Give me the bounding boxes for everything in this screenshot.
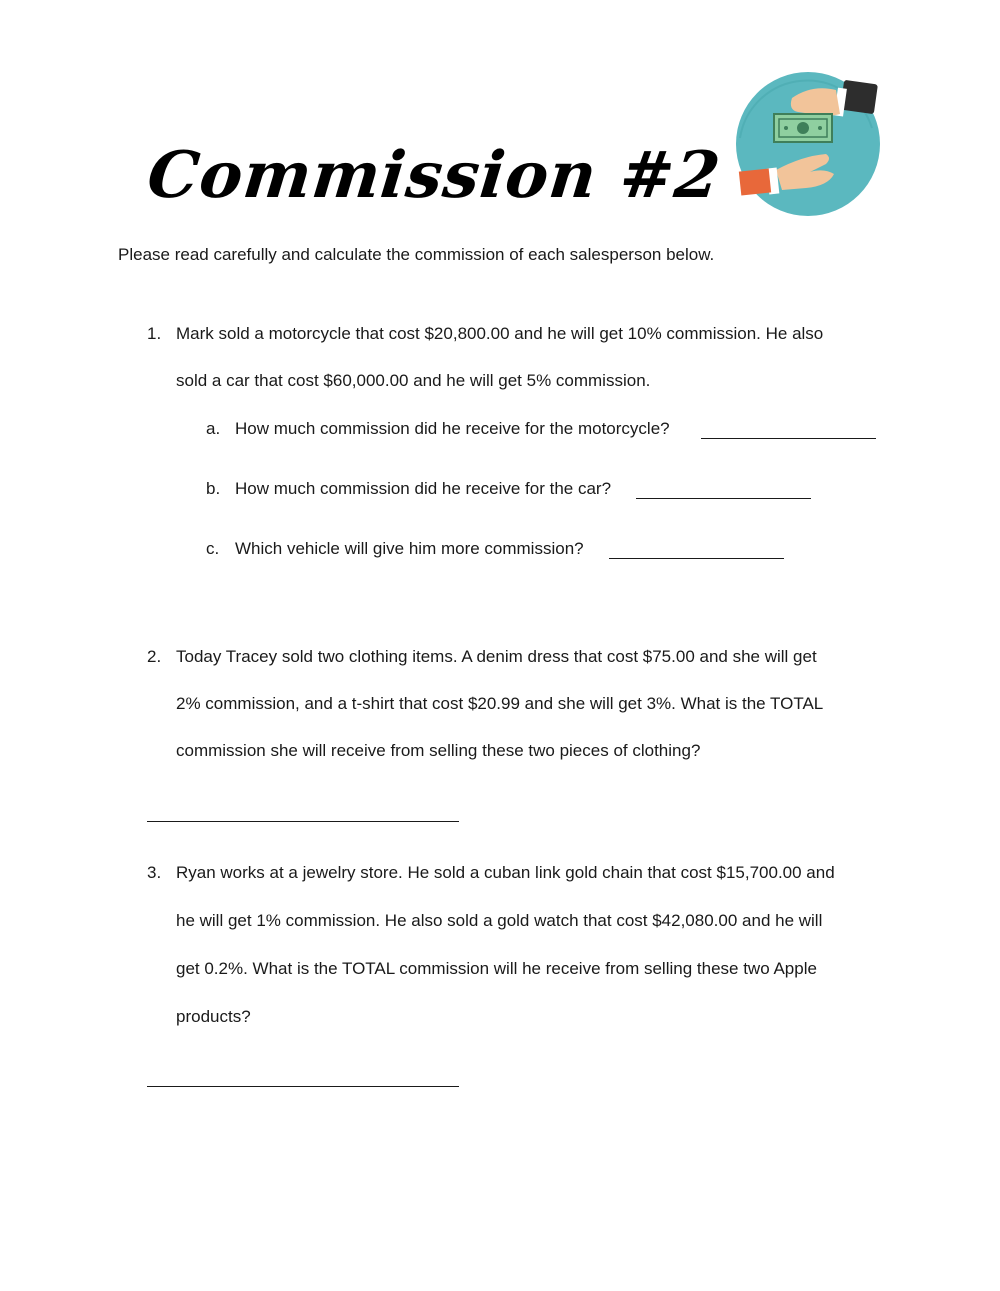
subquestion-text: How much commission did he receive for the motorcycle? bbox=[235, 419, 670, 438]
answer-blank[interactable] bbox=[636, 497, 811, 499]
question-text-line: sold a car that cost $60,000.00 and he will get 5% commission. bbox=[176, 371, 651, 390]
instructions: Please read carefully and calculate the commission of each salesperson below. bbox=[118, 245, 715, 264]
page-title: Commission #2 bbox=[144, 138, 725, 213]
question-text-line: Ryan works at a jewelry store. He sold a cuban link gold chain that cost $15,700.00 and bbox=[176, 863, 835, 882]
question-text-line: Today Tracey sold two clothing items. A denim dress that cost $75.00 and she will get bbox=[176, 647, 817, 666]
question-text-line: Mark sold a motorcycle that cost $20,800.00 and he will get 10% commission. He also bbox=[176, 324, 824, 343]
money-exchange-icon bbox=[732, 68, 884, 218]
answer-blank[interactable] bbox=[609, 557, 784, 559]
question-text-line: products? bbox=[176, 1007, 251, 1026]
question-text-line: get 0.2%. What is the TOTAL commission will he receive from selling these two Apple bbox=[176, 959, 817, 978]
subquestion-text: How much commission did he receive for the car? bbox=[235, 479, 612, 498]
answer-blank[interactable] bbox=[701, 437, 876, 439]
question-number: 2. bbox=[147, 647, 162, 666]
subquestion-letter: a. bbox=[206, 419, 221, 438]
question-number: 3. bbox=[147, 863, 162, 882]
question-text-line: 2% commission, and a t-shirt that cost $20.99 and she will get 3%. What is the TOTAL bbox=[176, 694, 824, 713]
answer-blank[interactable] bbox=[147, 1085, 459, 1087]
question-text-line: he will get 1% commission. He also sold a gold watch that cost $42,080.00 and he will bbox=[176, 911, 823, 930]
subquestion-text: Which vehicle will give him more commission? bbox=[235, 539, 584, 558]
question-text-line: commission she will receive from selling these two pieces of clothing? bbox=[176, 741, 701, 760]
answer-blank[interactable] bbox=[147, 820, 459, 822]
question-number: 1. bbox=[147, 324, 162, 343]
subquestion-letter: c. bbox=[206, 539, 220, 558]
subquestion-letter: b. bbox=[206, 479, 221, 498]
